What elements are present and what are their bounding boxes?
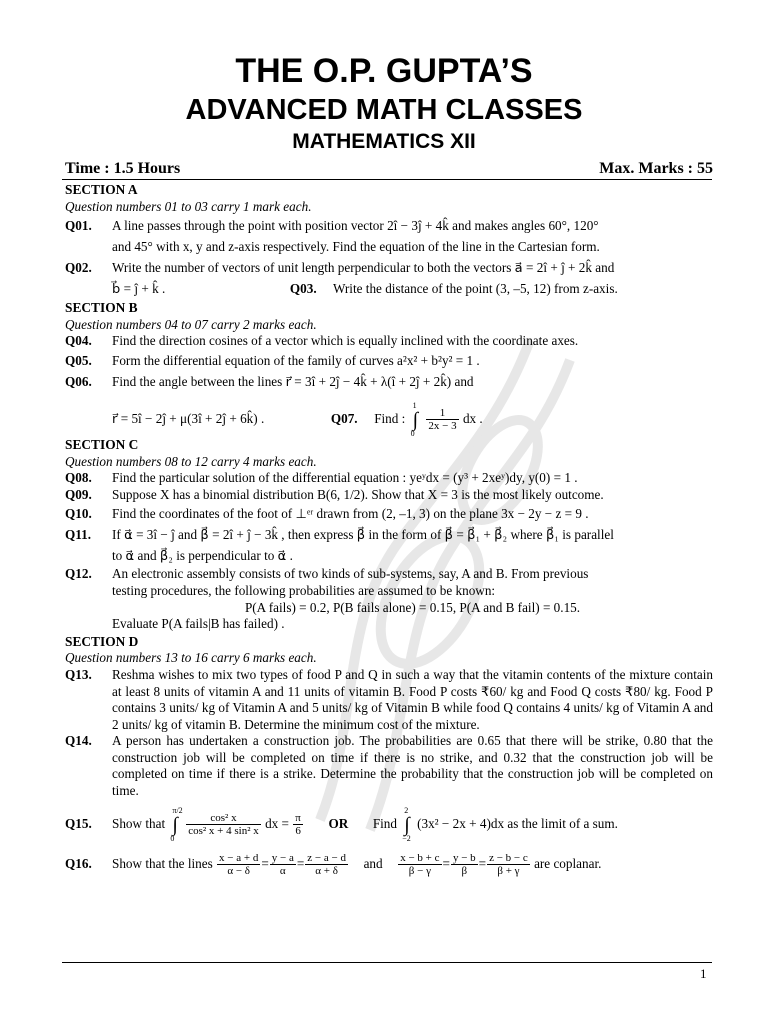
q16-g1-den: β − γ [408,865,431,878]
q08-text: Find the particular solution of the differential equation : yeʸdx = (y³ + 2xeʸ)dy, y(0) = 1 . [112,470,578,486]
q15-dx: dx = [265,815,289,831]
q15-find: Find [372,815,397,831]
q06-q07-line [112,402,713,436]
q15-number: Q15. [65,815,92,831]
q16-frac-2 [270,852,296,877]
q15-numerator: cos² x [186,812,261,825]
q16-f3-num: z − a − d [307,852,346,865]
q05-number: Q05. [65,352,92,368]
section-c-title: SECTION C [65,436,139,452]
q15-or: OR [328,815,349,831]
q07-lower-limit: 0 [410,428,415,438]
q03-number: Q03. [289,281,317,297]
question-q02 [65,257,713,299]
q16-frac-1 [217,852,260,877]
q16-f3-den: α + δ [315,865,338,878]
q16-f1-den: α − δ [227,865,250,878]
section-d-title: SECTION D [65,633,139,649]
question-q04 [65,333,713,350]
question-q10 [65,503,713,524]
q16-frac-3 [305,852,348,877]
q15-rhs-den: 6 [295,825,301,838]
q15-fraction [186,812,261,837]
q16-number: Q16. [65,855,92,871]
q13-text: Reshma wishes to mix two types of food P and Q in such a way that the vitamin contents of the mixture contain at least 8 units of vitamin A and 11 units of vitamin B. Food P costs ₹60/ kg and Food Q costs ₹80/ kg. Food P contains 3 units/ kg of Vitamin A and 5 units/ kg of Vitamin B while food Q contains 4 units/ kg of Vitamin A and 2 units/ kg of vitamin B. Determine the minimum cost of the mixture. [112,666,713,732]
q16-tail: are coplanar. [534,855,602,871]
q16-f2-num: y − a [271,852,294,865]
q07-number: Q07. [330,410,358,426]
subject-title: MATHEMATICS XII [292,130,476,153]
page-subtitle: ADVANCED MATH CLASSES [185,94,583,126]
section-b-title: SECTION B [65,300,138,316]
q07-fraction [426,407,458,432]
q06-line1: Find the angle between the lines r⃗ = 3î + 2ĵ − 4k̂ + λ(î + 2ĵ + 2k̂) and [112,373,474,389]
q16-frac-6 [487,852,530,877]
q15-rhs-num: π [295,812,301,825]
q14-text: A person has undertaken a construction job. The probabilities are 0.65 that there will be strike, 0.80 that the construction job will be completed on time if there is no strike, and 0.32 that the construction job will be completed on time if there is a strike. Determine the probability that the construction job will be completed on time. [112,733,713,799]
q07-numerator: 1 [426,407,458,420]
question-body [65,181,713,884]
q15-expr2: (3x² − 2x + 4)dx [417,815,505,831]
q16-g3-den: β + γ [497,865,520,878]
q07-denominator: 2x − 3 [428,420,457,433]
q04-text: Find the direction cosines of a vector which is equally inclined with the coordinate axes. [112,333,579,349]
q11-number: Q11. [65,527,92,543]
q15-integral-sign: ∫ π/2 0 [170,805,183,843]
q05-text: Form the differential equation of the family of curves a²x² + b²y² = 1 . [112,352,480,368]
section-a-title: SECTION A [65,182,138,197]
q15-rhs-fraction [293,812,303,837]
q16-lead: Show that the lines [112,855,213,871]
q01-number: Q01. [65,218,92,234]
q16-line: Show that the lines $\frac{x - a + d}{\alpha - \delta}$ = $\frac{y - a}{\alpha}$ = $\frac{z - a - d}{\alpha + \delta}$ and $\frac{x - b + c}{\beta - \gamma}$ = $\frac{y - b}{\beta}$ = $\frac{z - b - c}{\beta + \gamma}$ are coplanar. [112,852,602,878]
q16-f1-num: x − a + d [219,852,259,865]
q16-and: and [363,855,383,871]
q02-line1: Write the number of vectors of unit length perpendicular to both the vectors a⃗ = 2î + ĵ + 2k̂ and [112,260,615,276]
q02-q03-line [112,278,713,299]
q16-g2-den: β [461,865,468,878]
q15-line [112,804,713,844]
q12-line4: Evaluate P(A fails|B has failed) . [112,616,285,632]
q15-integral-sign-2: ∫ 2 −2 [402,805,411,843]
question-q14 [65,733,713,799]
question-q08 [65,470,713,487]
q15-show: Show that [112,815,166,831]
question-q13 [65,667,713,733]
time-label: Time : 1.5 Hours [65,160,181,177]
q06-line2: r⃗ = 5î − 2ĵ + μ(3î + 2ĵ + 6k̂) . [112,410,265,426]
question-q11 [65,524,713,566]
q02-line2: b⃗ = ĵ + k̂ . [112,281,166,297]
q12-line1: An electronic assembly consists of two kinds of sub-systems, say, A and B. From previous [112,566,589,582]
question-q15 [65,804,713,844]
q01-line1: A line passes through the point with position vector 2î − 3ĵ + 4k̂ and makes angles 60°, 120° [112,218,599,234]
page-title: THE O.P. GUPTA’S [235,52,533,90]
question-q01 [65,215,713,257]
q13-number: Q13. [65,666,92,682]
q14-number: Q14. [65,733,92,749]
q03-text: Write the distance of the point (3, –5, 12) from z-axis. [333,281,618,297]
q04-number: Q04. [65,333,92,349]
question-q06 [65,371,713,436]
q12-line2: testing procedures, the following probabilities are assumed to be known: [112,582,496,598]
q07-upper-limit: 1 [412,400,417,410]
q09-text: Suppose X has a binomial distribution B(6, 1/2). Show that X = 3 is the most likely outcome. [112,486,604,502]
q15-tail: as the limit of a sum. [507,815,618,831]
q11-line1: If α⃗ = 3î − ĵ and β⃗ = 2î + ĵ − 3k̂ , then express β⃗ in the form of β⃗ = β⃗₁ + β⃗₂ where β⃗₁ is parallel [112,527,614,543]
q09-number: Q09. [65,486,92,502]
integral-sign: ∫ 1 0 [410,400,419,438]
section-a-note: Question numbers 01 to 03 carry 1 mark each. [65,198,312,214]
section-c-note: Question numbers 08 to 12 carry 4 marks each. [65,453,317,469]
q16-g1-num: x − b + c [400,852,440,865]
q16-f2-den: α [279,865,286,878]
q12-number: Q12. [65,566,92,582]
q08-number: Q08. [65,470,92,486]
exam-meta [65,160,713,178]
q16-g2-num: y − b [452,852,476,865]
q15-upper-limit-2: 2 [404,805,409,815]
q15-upper-limit: π/2 [172,805,183,815]
q15-denominator: cos² x + 4 sin² x [188,825,259,838]
q06-number: Q06. [65,373,92,389]
q12-line3: P(A fails) = 0.2, P(B fails alone) = 0.15, P(A and B fail) = 0.15. [244,599,581,615]
question-q12 [65,566,713,632]
q16-frac-5 [451,852,478,877]
q01-line2: and 45° with x, y and z-axis respectively. Find the equation of the line in the Cartesian form. [112,239,600,255]
question-q16 [65,844,713,884]
q16-frac-4 [398,852,441,877]
page-number: 1 [700,966,707,981]
q10-number: Q10. [65,506,92,522]
header-divider [62,179,712,180]
q16-g3-num: z − b − c [489,852,528,865]
section-b-note: Question numbers 04 to 07 carry 2 marks each. [65,316,317,332]
section-d-note: Question numbers 13 to 16 carry 6 marks each. [65,650,317,666]
question-q05 [65,350,713,371]
q02-number: Q02. [65,260,92,276]
footer-divider [62,962,712,963]
q07-tail: dx . [462,410,483,426]
q11-line2: to α⃗ and β⃗₂ is perpendicular to α⃗ . [112,548,293,564]
q15-lower-limit: 0 [170,833,175,843]
q15-lower-limit-2: −2 [402,833,411,843]
max-marks-label: Max. Marks : 55 [599,160,713,177]
q07-find: Find : [374,410,406,426]
q10-text: Find the coordinates of the foot of ⊥ᵉʳ drawn from (2, –1, 3) on the plane 3x − 2y − z = 9 . [112,506,589,522]
question-q09 [65,487,713,504]
